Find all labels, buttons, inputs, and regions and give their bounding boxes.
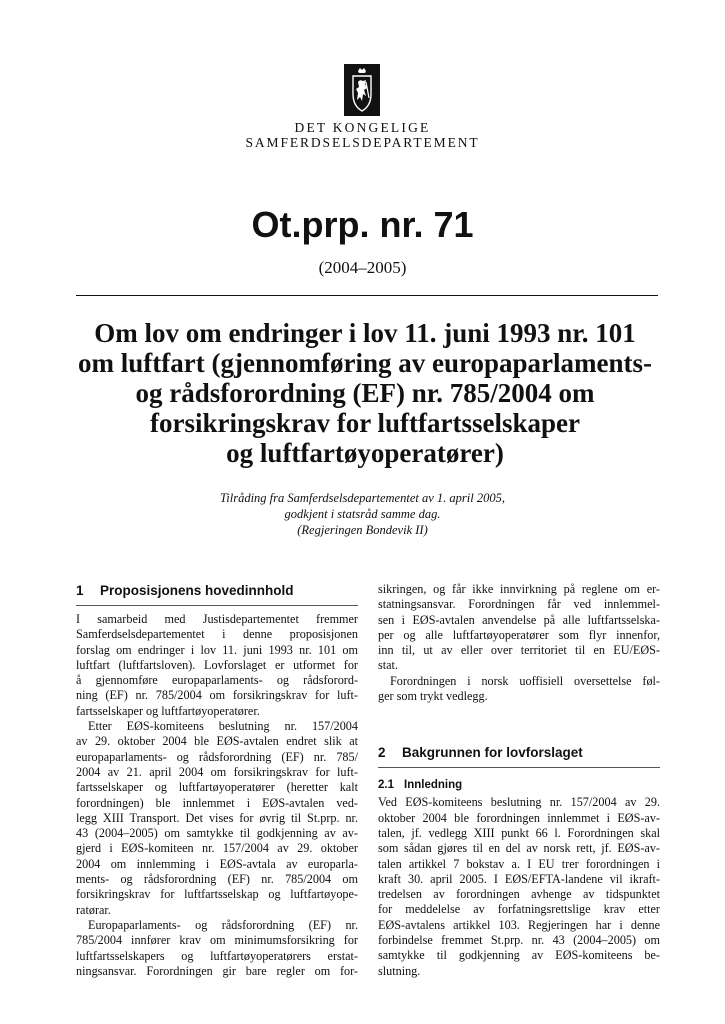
proposition-number: Ot.prp. nr. 71 (251, 204, 474, 245)
body-line: slutning. (378, 963, 421, 978)
body-line: for meddelelse av forfatningsrettslige krav etter (378, 902, 660, 917)
body-line: gjerd i EØS-komiteen nr. 157/2004 av 29. oktober (76, 841, 358, 856)
body-line: Ved EØS-komiteens beslutning nr. 157/2004 av 29. (378, 795, 660, 810)
body-line: Europaparlaments- og rådsforordning (EF) nr. (88, 917, 358, 932)
title-line: og rådsforordning (EF) nr. 785/2004 om (135, 378, 595, 408)
body-line: 2004 om innlemming i EØS-avtala av europarla- (76, 856, 358, 871)
body-line: stat. (378, 658, 398, 673)
body-line: samtykke til godkjenning av EØS-komiteens be- (378, 948, 660, 963)
body-line: statningsansvar. Forordningen får ved innlemmel- (378, 597, 660, 612)
title-divider (76, 295, 658, 296)
body-line: inn til, ut av eller over territoriet til en EU/EØS- (378, 643, 660, 658)
document-title (60, 318, 670, 468)
subsection-heading-text: Innledning (404, 779, 463, 792)
approval-line: (Regjeringen Bondevik II) (297, 523, 428, 537)
section-heading-text: Bakgrunnen for lovforslaget (402, 745, 583, 761)
body-line: fartsselskaper og luftfartøyoperatører (heretter kalt (76, 780, 358, 795)
body-line: 43 (2004–2005) om samtykke til godkjenning av av- (76, 826, 358, 841)
body-line: ningsansvar. Forordningen gir bare regler om for- (76, 963, 358, 978)
body-line: forbindelse fremmet St.prp. nr. 43 (2004–2005) om (378, 933, 660, 948)
section-2-heading (378, 744, 660, 768)
body-line: I samarbeid med Justisdepartementet fremmer (76, 612, 358, 626)
body-line: talen artikkel 7 bokstav a. I EU trer forordningen i (378, 856, 660, 871)
title-line: forsikringskrav for luftfartsselskaper (150, 408, 580, 438)
body-line: oktober 2004 ble forordningen innlemmet i EØS-av- (378, 810, 660, 825)
body-line: 2004 av 21. april 2004 om forsikringskrav for luft- (76, 764, 358, 779)
right-column (378, 582, 660, 979)
body-line: av 29. oktober 2004 ble EØS-avtalen endret slik at (76, 734, 358, 749)
body-line: per og alle luftfartøyoperatører som flyr innenfor, (378, 627, 660, 642)
body-line: Samferdselsdepartementet i denne proposisjonen (76, 627, 358, 642)
body-line: sen i EØS-avtalen anvendelse på alle luftfartsselska- (378, 612, 660, 627)
body-line: Forordningen i norsk uoffisiell oversettelse føl- (390, 673, 660, 688)
body-line: tredelsen av forordningen avhenge av tidspunktet (378, 887, 660, 902)
subsection-2-1-heading (378, 778, 660, 793)
approval-line: godkjent i statsråd samme dag. (284, 507, 441, 521)
section-gap (378, 704, 660, 744)
body-line: EØS-avtalens artikkel 103. Regjeringen har i denne (378, 917, 660, 932)
body-line: luftfartsselskapers og luftfartøyoperatørers erstat- (76, 948, 358, 963)
body-line: ratørar. (76, 902, 111, 917)
approval-line: Tilråding fra Samferdselsdepartementet av 1. april 2005, (220, 491, 505, 505)
body-line: forslag om endringer i lov 11. juni 1993 nr. 101 om (76, 642, 358, 657)
session-years: (2004–2005) (318, 258, 407, 277)
body-line: forordningen) ble innlemmet i EØS-avtalen ved- (76, 795, 358, 810)
section-1-heading (76, 582, 358, 606)
body-line: ments- og rådsforordning (EF) nr. 785/2004 om (76, 872, 358, 887)
coat-of-arms-emblem (344, 64, 380, 116)
ministry-name-line1: DET KONGELIGE (294, 120, 431, 135)
title-line: om luftfart (gjennomføring av europaparlaments- (78, 348, 652, 378)
norwegian-lion-icon (344, 64, 380, 116)
body-line: å gjennomføre europaparlaments- og rådsforord- (76, 673, 358, 688)
body-line: ning (EF) nr. 785/2004 om forsikringskrav for luft- (76, 688, 358, 703)
body-line: sikringen, og får ikke innvirkning på reglene om er- (378, 582, 660, 596)
body-line: fartsselskaper og luftfartøyoperatører. (76, 703, 260, 718)
left-column (76, 582, 358, 979)
title-line: Om lov om endringer i lov 11. juni 1993 nr. 101 (94, 318, 636, 348)
approval-statement (0, 490, 725, 538)
section-number: 2 (378, 745, 386, 761)
subsection-number: 2.1 (378, 779, 394, 792)
ministry-name-line2: SAMFERDSELSDEPARTEMENT (245, 135, 480, 150)
section-heading-text: Proposisjonens hovedinnhold (100, 583, 294, 598)
body-line: legg XIII Transport. Det vises for øvrig til St.prp. nr. (76, 810, 358, 825)
body-line: som sådan gjøres til en del av norsk rett, jf. EØS-av- (378, 841, 660, 856)
title-line: og luftfartøyoperatører) (226, 438, 504, 468)
body-line: forsikringskrav for luftfartsselskap og luftfartøyope- (76, 887, 358, 902)
body-line: Etter EØS-komiteens beslutning nr. 157/2004 (88, 719, 358, 734)
body-line: 785/2004 innfører krav om minimumsforsikring for (76, 933, 358, 948)
body-line: ger som trykt vedlegg. (378, 689, 488, 704)
body-line: europaparlaments- og rådsforordning (EF) nr. 785/ (76, 749, 358, 764)
body-line: kraft 30. april 2005. I EØS/EFTA-landene vil ikraft- (378, 871, 660, 886)
body-line: luftfart (luftfartsloven). Lovforslaget er utformet for (76, 657, 358, 672)
body-line: talen, jf. vedlegg XIII punkt 66 l. Forordningen skal (378, 825, 660, 840)
section-number: 1 (76, 583, 84, 598)
